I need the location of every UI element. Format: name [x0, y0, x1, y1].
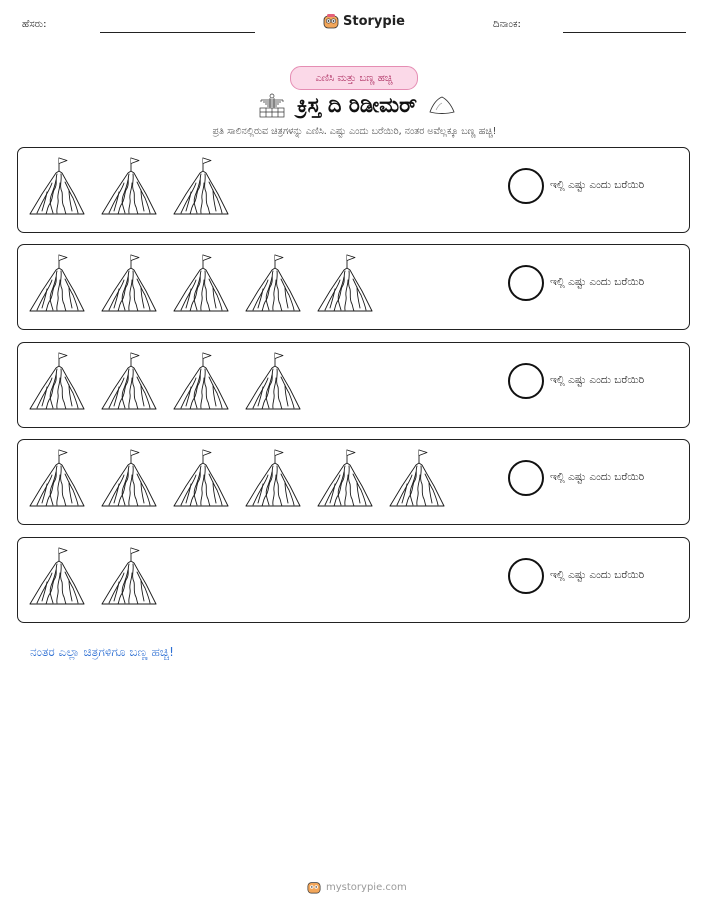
- mountain-group: [28, 351, 302, 413]
- mountain-with-flag-icon: [100, 448, 158, 510]
- answer-circle[interactable]: [508, 460, 544, 496]
- mountain-with-flag-icon: [172, 351, 230, 413]
- mountain-with-flag-icon: [172, 448, 230, 510]
- mountain-with-flag-icon: [316, 253, 374, 315]
- footer: [307, 880, 407, 894]
- rock-outline-icon: [427, 94, 457, 116]
- storypie-mascot-icon: [323, 13, 339, 29]
- title-row: [222, 90, 492, 120]
- answer-label: ಇಲ್ಲಿ ಎಷ್ಟು ಎಂದು ಬರೆಯಿರಿ: [550, 569, 645, 581]
- answer-circle[interactable]: [508, 265, 544, 301]
- name-label: ಹೆಸರು:: [22, 19, 47, 30]
- date-label: ದಿನಾಂಕ:: [493, 19, 521, 30]
- mountain-with-flag-icon: [244, 253, 302, 315]
- mountain-with-flag-icon: [172, 253, 230, 315]
- mountain-group: [28, 546, 158, 608]
- counting-row: [17, 537, 690, 623]
- answer-label: ಇಲ್ಲಿ ಎಷ್ಟು ಎಂದು ಬರೆಯಿರಿ: [550, 276, 645, 288]
- answer-circle[interactable]: [508, 168, 544, 204]
- mountain-with-flag-icon: [172, 156, 230, 218]
- page-title: ಕ್ರಿಸ್ತ ದಿ ರಿಡೀಮರ್: [296, 92, 418, 117]
- mountain-with-flag-icon: [100, 546, 158, 608]
- counting-row: [17, 439, 690, 525]
- answer-circle[interactable]: [508, 558, 544, 594]
- mountain-with-flag-icon: [244, 351, 302, 413]
- mountain-with-flag-icon: [316, 448, 374, 510]
- mountain-with-flag-icon: [388, 448, 446, 510]
- mountain-with-flag-icon: [28, 448, 86, 510]
- mountain-with-flag-icon: [244, 448, 302, 510]
- footer-site[interactable]: mystorypie.com: [326, 881, 407, 893]
- mountain-group: [28, 253, 374, 315]
- answer-circle[interactable]: [508, 363, 544, 399]
- name-line[interactable]: [100, 32, 255, 33]
- answer-label: ಇಲ್ಲಿ ಎಷ್ಟು ಎಂದು ಬರೆಯಿರಿ: [550, 471, 645, 483]
- counting-row: [17, 244, 690, 330]
- mountain-with-flag-icon: [28, 351, 86, 413]
- activity-badge: ಎಣಿಸಿ ಮತ್ತು ಬಣ್ಣ ಹಚ್ಚಿ: [290, 66, 418, 90]
- mountain-with-flag-icon: [100, 156, 158, 218]
- instructions: ಪ್ರತಿ ಸಾಲಿನಲ್ಲಿರುವ ಚಿತ್ರಗಳನ್ನು ಎಣಿಸಿ. ಎಷ್ಟು ಎಂದು ಬರೆಯಿರಿ, ನಂತರ ಅವೆಲ್ಲಕ್ಕೂ ಬಣ್ಣ ಹಚ್ಚಿ!: [212, 126, 497, 137]
- mountain-with-flag-icon: [28, 156, 86, 218]
- footer-note: ನಂತರ ಎಲ್ಲಾ ಚಿತ್ರಗಳಿಗೂ ಬಣ್ಣ ಹಚ್ಚಿ!: [30, 645, 174, 659]
- date-line[interactable]: [563, 32, 686, 33]
- counting-row: [17, 342, 690, 428]
- counting-row: [17, 147, 690, 233]
- mountain-with-flag-icon: [28, 546, 86, 608]
- mountain-with-flag-icon: [28, 253, 86, 315]
- christ-the-redeemer-icon: [257, 92, 287, 118]
- mountain-with-flag-icon: [100, 351, 158, 413]
- answer-label: ಇಲ್ಲಿ ಎಷ್ಟು ಎಂದು ಬರೆಯಿರಿ: [550, 179, 645, 191]
- brand-name: Storypie: [343, 13, 405, 29]
- mountain-group: [28, 156, 230, 218]
- mountain-group: [28, 448, 446, 510]
- storypie-logo: [323, 13, 405, 29]
- answer-label: ಇಲ್ಲಿ ಎಷ್ಟು ಎಂದು ಬರೆಯಿರಿ: [550, 374, 645, 386]
- storypie-mascot-icon: [307, 880, 321, 894]
- mountain-with-flag-icon: [100, 253, 158, 315]
